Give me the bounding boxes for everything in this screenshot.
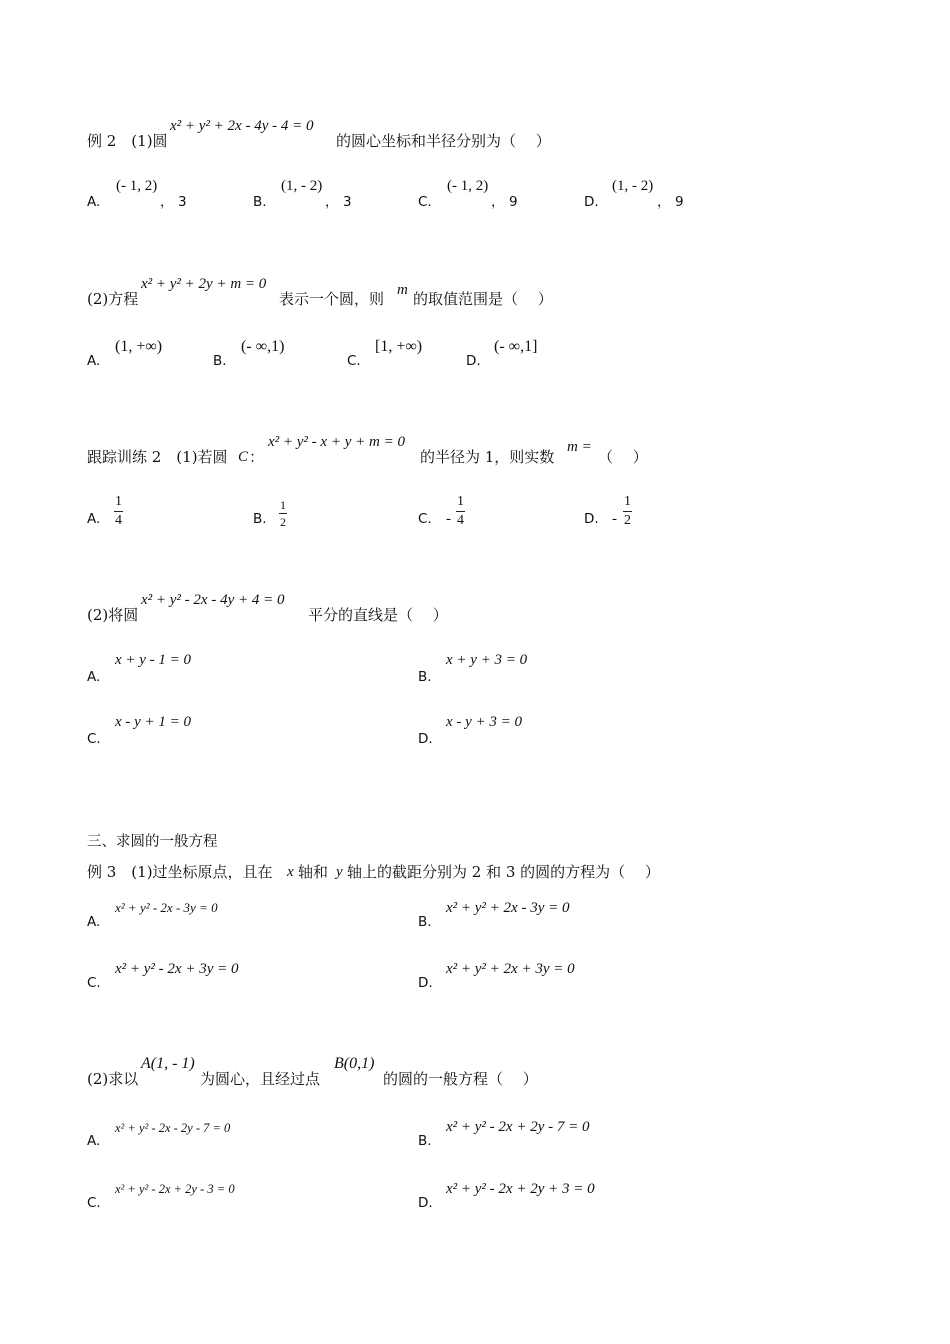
ex2-option-d-radius: 9 [675, 194, 684, 210]
tr2-circle: C [238, 449, 249, 465]
tr2-option-b-num: 1 [280, 498, 286, 512]
ex3b-option-c-value: x² + y² - 2x + 2y - 3 = 0 [115, 1182, 235, 1196]
ex2-option-c-letter: C. [418, 194, 432, 210]
ex3-option-c-letter: C. [87, 975, 101, 991]
ex2-option-d-sep: ， [657, 194, 671, 210]
ex3-label: 例 3 (1)过坐标原点，且在 [87, 863, 273, 881]
tr2-option-a-letter: A. [87, 511, 101, 527]
tr2-option-d-letter: D. [584, 511, 599, 527]
ex2b-option-b-letter: B. [213, 353, 227, 369]
ex2-option-b-coord: (1, - 2) [281, 178, 323, 194]
tr2b-option-c-value: x - y + 1 = 0 [115, 714, 192, 730]
section-heading: 三、求圆的一般方程 [87, 834, 218, 850]
tr2b-option-d-value: x - y + 3 = 0 [446, 714, 523, 730]
ex2b-option-c-letter: C. [347, 353, 361, 369]
ex3-y: y [336, 864, 343, 880]
ex2b-label: (2)方程 [87, 290, 139, 308]
tr2-option-b-den: 2 [280, 515, 286, 529]
fraction-bar [623, 511, 632, 512]
ex2b-tail: 的取值范围是（ ） [413, 290, 553, 308]
ex2-tail: 的圆心坐标和半径分别为（ ） [336, 132, 551, 150]
fraction-bar [279, 513, 287, 514]
ex3b-option-d-letter: D. [418, 1195, 433, 1211]
ex3-x: x [287, 864, 294, 880]
ex3b-option-c-letter: C. [87, 1195, 101, 1211]
tr2-option-c-num: 1 [457, 494, 464, 509]
tr2-mid: 的半径为 1，则实数 [420, 448, 555, 466]
ex3-option-b-value: x² + y² + 2x - 3y = 0 [446, 900, 570, 916]
ex2-option-c-sep: ， [491, 194, 505, 210]
tr2b-option-a-letter: A. [87, 669, 101, 685]
ex2-option-a-radius: 3 [178, 194, 187, 210]
ex2b-option-a-letter: A. [87, 353, 101, 369]
ex3-option-c-value: x² + y² - 2x + 3y = 0 [115, 961, 239, 977]
tr2-label: 跟踪训练 2 (1)若圆 [87, 448, 228, 466]
ex3-option-a-letter: A. [87, 914, 101, 930]
ex3b-option-b-value: x² + y² - 2x + 2y - 7 = 0 [446, 1119, 590, 1135]
ex2b-var: m [397, 282, 408, 298]
ex3b-option-a-letter: A. [87, 1133, 101, 1149]
tr2b-option-d-letter: D. [418, 731, 433, 747]
tr2-option-c-den: 4 [457, 513, 464, 528]
ex2b-mid: 表示一个圆，则 [279, 290, 385, 308]
ex2-option-a-sep: ， [160, 194, 174, 210]
tr2b-label: (2)将圆 [87, 606, 139, 624]
tr2-option-a-den: 4 [115, 513, 122, 528]
ex2b-option-a-value: (1, +∞) [115, 338, 163, 355]
fraction-bar [114, 511, 123, 512]
ex2-option-c-coord: (- 1, 2) [447, 178, 489, 194]
tr2b-tail: 平分的直线是（ ） [308, 606, 448, 624]
ex2b-option-c-value: [1, +∞) [375, 338, 423, 355]
ex3b-option-a-value: x² + y² - 2x - 2y - 7 = 0 [115, 1121, 231, 1135]
tr2-colon: ： [249, 448, 265, 466]
ex3b-option-b-letter: B. [418, 1133, 432, 1149]
ex3b-point-b: B(0,1) [334, 1055, 375, 1072]
tr2b-formula: x² + y² - 2x - 4y + 4 = 0 [141, 592, 285, 608]
tr2-option-b-letter: B. [253, 511, 267, 527]
tr2b-option-a-value: x + y - 1 = 0 [115, 652, 192, 668]
tr2-option-b-fraction [279, 498, 287, 529]
tr2-var: m = [567, 439, 592, 455]
ex2-option-c-radius: 9 [509, 194, 518, 210]
ex3-option-d-value: x² + y² + 2x + 3y = 0 [446, 961, 575, 977]
tr2-option-d-num: 1 [624, 494, 631, 509]
ex3-mid2: 轴上的截距分别为 2 和 3 的圆的方程为（ ） [347, 863, 660, 881]
ex3-option-d-letter: D. [418, 975, 433, 991]
ex2b-option-d-letter: D. [466, 353, 481, 369]
ex2-formula: x² + y² + 2x - 4y - 4 = 0 [170, 118, 314, 134]
tr2b-option-b-value: x + y + 3 = 0 [446, 652, 528, 668]
ex2b-option-b-value: (- ∞,1) [241, 338, 285, 355]
tr2-formula: x² + y² - x + y + m = 0 [268, 434, 405, 450]
ex3b-option-d-value: x² + y² - 2x + 2y + 3 = 0 [446, 1181, 595, 1197]
tr2b-option-b-letter: B. [418, 669, 432, 685]
ex2-option-d-coord: (1, - 2) [612, 178, 654, 194]
tr2-option-a-num: 1 [115, 494, 122, 509]
ex2b-option-d-value: (- ∞,1] [494, 338, 538, 355]
tr2-option-d-fraction [623, 494, 632, 529]
tr2-option-d-den: 2 [624, 513, 631, 528]
ex3b-mid: 为圆心，且经过点 [200, 1070, 321, 1088]
ex2-option-a-letter: A. [87, 194, 101, 210]
tr2-option-d-sign: - [612, 511, 617, 527]
ex3b-tail: 的圆的一般方程（ ） [383, 1070, 538, 1088]
ex3-option-a-value: x² + y² - 2x - 3y = 0 [115, 900, 218, 915]
ex3b-label: (2)求以 [87, 1070, 139, 1088]
tr2-option-c-fraction [456, 494, 465, 529]
ex3-option-b-letter: B. [418, 914, 432, 930]
ex2-option-d-letter: D. [584, 194, 599, 210]
ex3-mid1: 轴和 [298, 863, 329, 881]
ex3b-point-a: A(1, - 1) [141, 1055, 195, 1072]
tr2-option-a-fraction [114, 494, 123, 529]
ex2-option-b-radius: 3 [343, 194, 352, 210]
tr2-option-c-sign: - [446, 511, 451, 527]
ex2-option-a-coord: (- 1, 2) [116, 178, 158, 194]
ex2-label: 例 2 (1)圆 [87, 132, 168, 150]
tr2-tail: （ ） [598, 448, 648, 466]
tr2b-option-c-letter: C. [87, 731, 101, 747]
ex2-option-b-letter: B. [253, 194, 267, 210]
ex2-option-b-sep: ， [325, 194, 339, 210]
tr2-option-c-letter: C. [418, 511, 432, 527]
ex2b-formula: x² + y² + 2y + m = 0 [141, 276, 267, 292]
fraction-bar [456, 511, 465, 512]
